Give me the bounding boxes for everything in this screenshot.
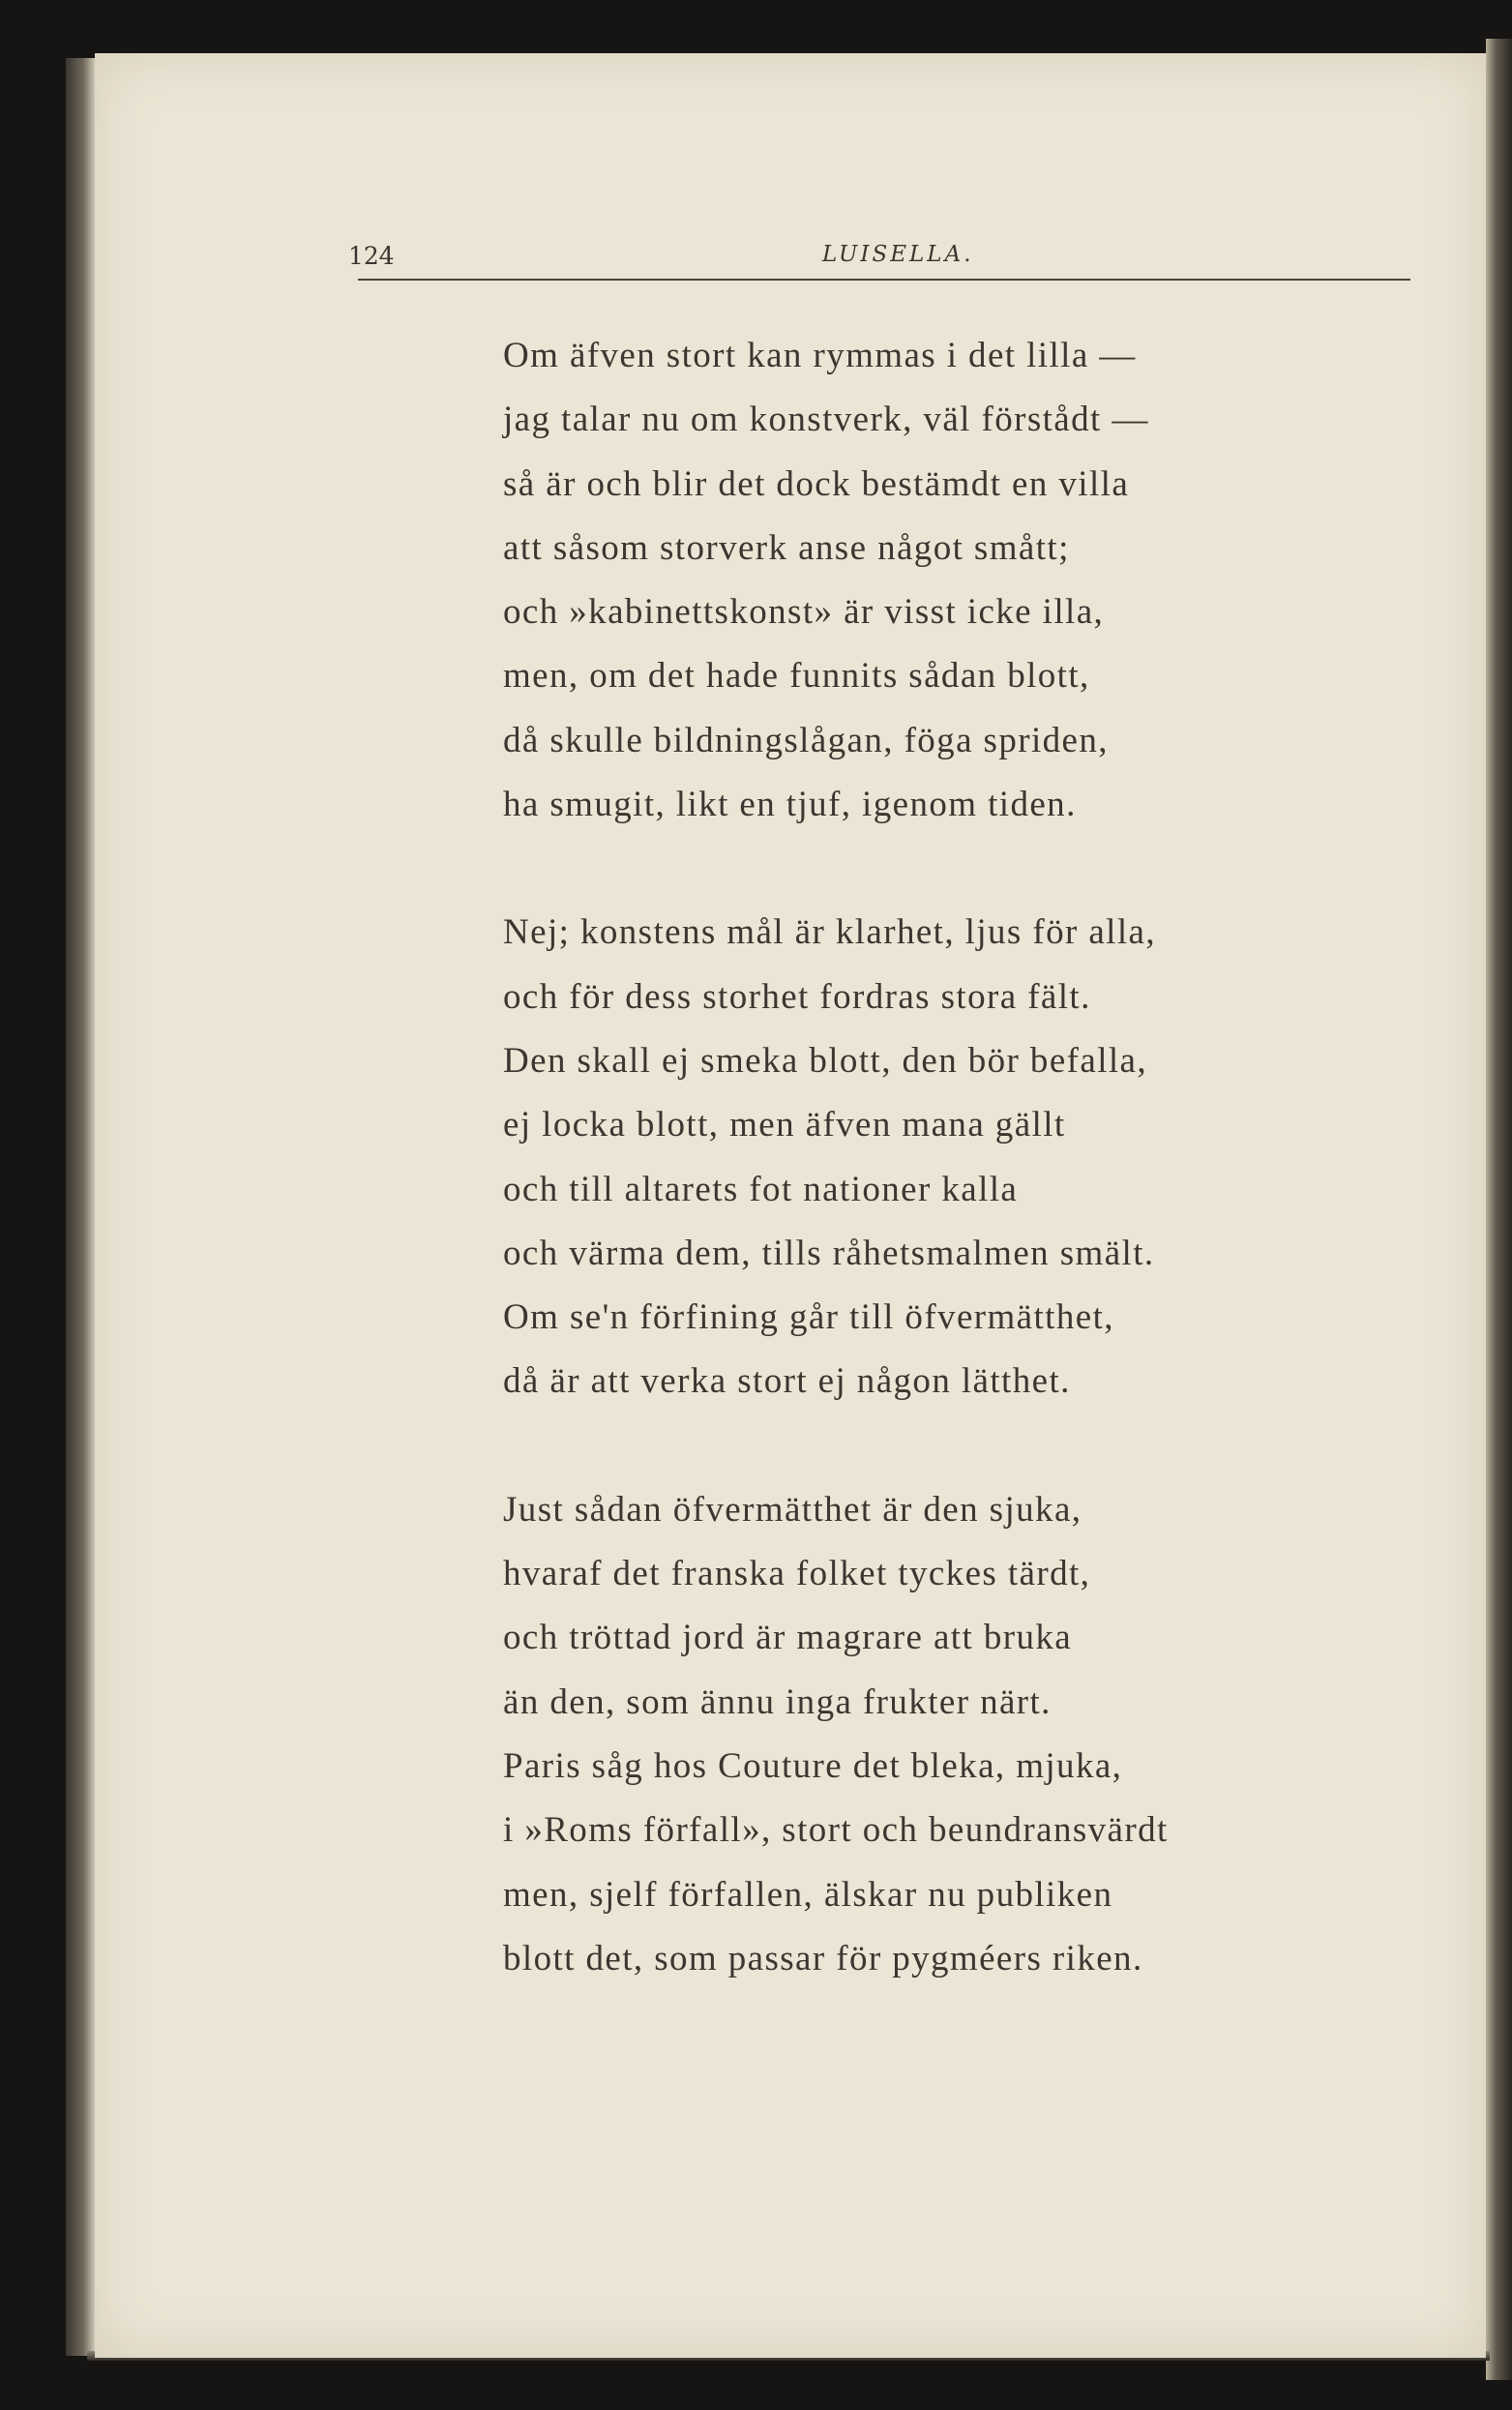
poem-line: och för dess storhet fordras stora fält.	[503, 976, 1091, 1017]
poem-line: och »kabinettskonst» är visst icke illa,	[503, 592, 1105, 633]
poem-line: men, om det hade funnits sådan blott,	[503, 656, 1090, 697]
page-header	[348, 221, 1410, 279]
poem-line: och tröttad jord är magrare att bruka	[503, 1618, 1073, 1658]
poem-line: då är att verka stort ej någon lätthet.	[503, 1361, 1071, 1402]
stanza-1	[503, 324, 1432, 837]
poem-line: men, sjelf förfallen, älskar nu publiken	[503, 1874, 1113, 1915]
poem-line: Just sådan öfvermätthet är den sjuka,	[503, 1489, 1082, 1530]
poem-line: Om se'n förfining går till öfvermätthet,	[503, 1297, 1114, 1338]
poem-line: och till altarets fot nationer kalla	[503, 1169, 1019, 1209]
poem-line: Den skall ej smeka blott, den bör befalla,	[503, 1040, 1148, 1081]
poem-line: Paris såg hos Couture det bleka, mjuka,	[503, 1745, 1123, 1786]
poem-line: så är och blir det dock bestämdt en villa	[503, 463, 1130, 504]
poem-line: blott det, som passar för pygméers riken.	[503, 1938, 1143, 1979]
poem-line: i »Roms förfall», stort och beundransvärdt	[503, 1810, 1169, 1851]
poem-line: ha smugit, likt en tjuf, igenom tiden.	[503, 785, 1077, 825]
poem-line: ej locka blott, men äfven mana gällt	[503, 1105, 1066, 1145]
poem-line: Om äfven stort kan rymmas i det lilla —	[503, 336, 1137, 375]
header-rule	[358, 279, 1410, 281]
poem-body	[503, 324, 1432, 1991]
stanza-2	[503, 901, 1432, 1413]
poem-line: Nej; konstens mål är klarhet, ljus för alla,	[503, 912, 1157, 953]
poem-line: att såsom storverk anse något smått;	[503, 527, 1070, 568]
poem-line: och värma dem, tills råhetsmalmen smält.	[503, 1233, 1155, 1273]
stanza-3	[503, 1478, 1432, 1991]
poem-line: än den, som ännu inga frukter närt.	[503, 1681, 1052, 1722]
poem-line: då skulle bildningslågan, föga spriden,	[503, 720, 1109, 760]
running-title: LUISELLA.	[822, 242, 974, 267]
poem-line: jag talar nu om konstverk, väl förstådt —	[503, 400, 1149, 440]
page-edge-right	[1486, 39, 1512, 2380]
page-edge-left	[66, 58, 95, 2356]
poem-line: hvaraf det franska folket tyckes tärdt,	[503, 1554, 1091, 1594]
page-number: 124	[348, 242, 395, 270]
